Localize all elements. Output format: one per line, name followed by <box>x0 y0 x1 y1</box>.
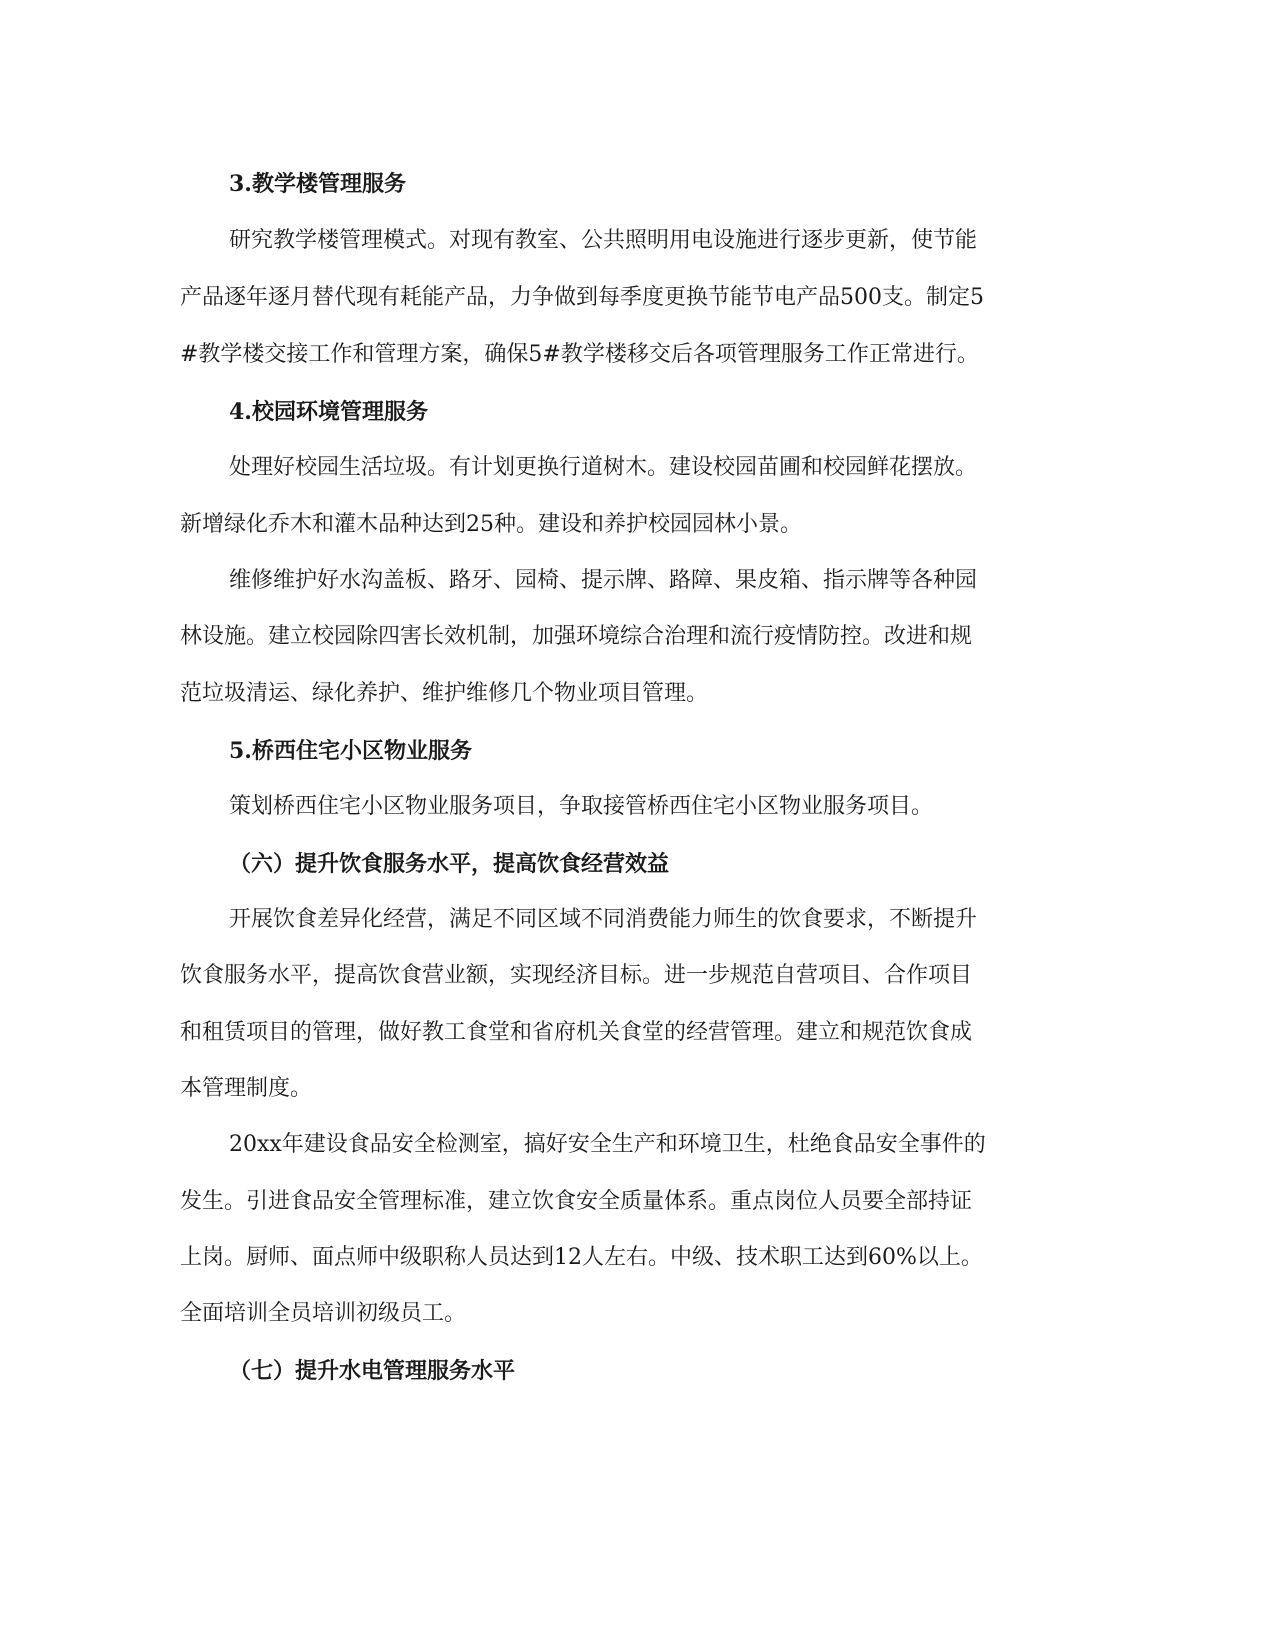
section-heading: （六）提升饮食服务水平，提高饮食经营效益 <box>229 851 670 877</box>
paragraph-line: 饮食服务水平，提高饮食营业额，实现经济目标。进一步规范自营项目、合作项目 <box>180 963 973 988</box>
paragraph-line: 全面培训全员培训初级员工。 <box>180 1301 467 1326</box>
paragraph-line: 开展饮食差异化经营，满足不同区域不同消费能力师生的饮食要求，不断提升 <box>229 907 978 932</box>
paragraph-line: 新增绿化乔木和灌木品种达到25种。建设和养护校园园林小景。 <box>180 512 802 537</box>
paragraph-line: 维修维护好水沟盖板、路牙、园椅、提示牌、路障、果皮箱、指示牌等各种园 <box>229 568 978 593</box>
paragraph-line: 本管理制度。 <box>180 1076 313 1101</box>
paragraph-line: 研究教学楼管理模式。对现有教室、公共照明用电设施进行逐步更新，使节能 <box>229 228 978 253</box>
section-heading: 3.教学楼管理服务 <box>229 171 406 197</box>
paragraph-line: 策划桥西住宅小区物业服务项目，争取接管桥西住宅小区物业服务项目。 <box>229 794 934 819</box>
paragraph-line: 发生。引进食品安全管理标准，建立饮食安全质量体系。重点岗位人员要全部持证 <box>180 1189 973 1214</box>
paragraph-line: #教学楼交接工作和管理方案，确保5#教学楼移交后各项管理服务工作正常进行。 <box>180 342 979 367</box>
paragraph-line: 上岗。厨师、面点师中级职称人员达到12人左右。中级、技术职工达到60%以上。 <box>180 1245 983 1270</box>
paragraph-line: 林设施。建立校园除四害长效机制，加强环境综合治理和流行疫情防控。改进和规 <box>180 624 973 649</box>
paragraph-line: 20xx年建设食品安全检测室，搞好安全生产和环境卫生，杜绝食品安全事件的 <box>229 1132 986 1157</box>
paragraph-line: 产品逐年逐月替代现有耗能产品，力争做到每季度更换节能节电产品500支。制定5 <box>180 285 984 310</box>
paragraph-line: 处理好校园生活垃圾。有计划更换行道树木。建设校园苗圃和校园鲜花摆放。 <box>229 455 978 480</box>
section-heading: 4.校园环境管理服务 <box>229 399 428 425</box>
paragraph-line: 和租赁项目的管理，做好教工食堂和省府机关食堂的经营管理。建立和规范饮食成 <box>180 1020 973 1045</box>
section-heading: （七）提升水电管理服务水平 <box>229 1358 516 1384</box>
paragraph-line: 范垃圾清运、绿化养护、维护维修几个物业项目管理。 <box>180 681 709 706</box>
section-heading: 5.桥西住宅小区物业服务 <box>229 738 472 764</box>
